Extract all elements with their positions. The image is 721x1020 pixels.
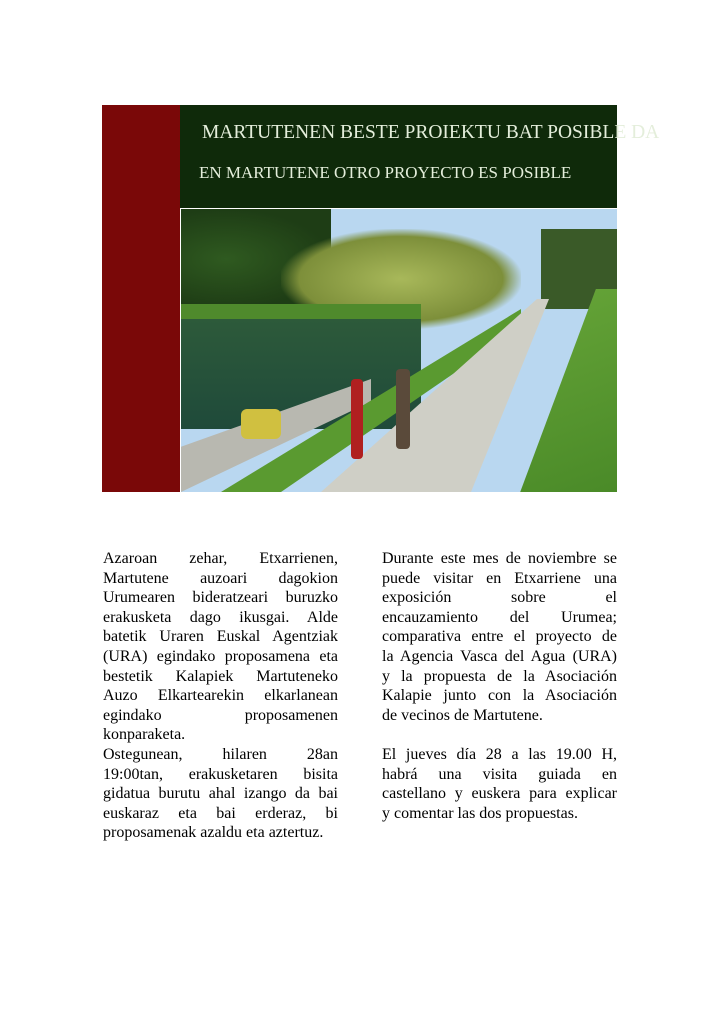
text-line: Azaroan zehar, Etxarrienen, — [103, 550, 338, 567]
text-line: castellano y euskera para explicar — [382, 785, 617, 803]
text-line: proposamenak azaldu eta aztertuz. — [103, 824, 324, 842]
text-line: konparaketa. — [103, 726, 186, 744]
red-side-strip — [102, 105, 180, 492]
text-line: 19:00tan, erakusketaren bisita — [103, 765, 338, 783]
text-line: y la propuesta de la Asociación — [382, 667, 617, 685]
text-line: puede visitar en Etxarriene una — [382, 569, 617, 587]
riverside-photo — [181, 209, 617, 492]
text-line: y comentar las dos propuestas. — [382, 804, 578, 822]
text-line: la Agencia Vasca del Agua (URA) — [382, 647, 617, 665]
text-line: habrá una visita guiada en — [382, 765, 617, 783]
text-line: Auzo Elkartearekin elkarlanean — [103, 687, 338, 705]
text-line: batetik Uraren Euskal Agentziak — [103, 628, 338, 646]
text-line: Durante este mes de noviembre se — [382, 550, 617, 567]
text-line: El jueves día 28 a las 19.00 H, — [382, 745, 617, 763]
text-line: gidatua burutu ahal izango da bai — [103, 785, 338, 803]
basque-text-column — [103, 549, 338, 843]
text-line: (URA) egindako proposamena eta — [103, 647, 338, 665]
text-line: exposición sobre el — [382, 589, 617, 607]
text-line: egindako proposamenen — [103, 706, 338, 724]
paragraph-gap — [382, 725, 617, 745]
text-line: Urumearen bideratzeari buruzko — [103, 589, 338, 607]
text-line: encauzamiento del Urumea; — [382, 608, 617, 626]
banner — [102, 105, 660, 492]
title-basque: MARTUTENEN BESTE PROIEKTU BAT POSIBLE DA — [202, 122, 660, 143]
text-line: erakusketa dago ikusgai. Alde — [103, 608, 338, 626]
text-line: bestetik Kalapiek Martuteneko — [103, 667, 338, 685]
title-spanish: EN MARTUTENE OTRO PROYECTO ES POSIBLE — [199, 163, 572, 182]
text-line: comparativa entre el proyecto de — [382, 628, 617, 646]
spanish-text-column — [382, 549, 617, 823]
text-line: Ostegunean, hilaren 28an — [103, 745, 338, 763]
text-line: Kalapie junto con la Asociación — [382, 687, 617, 705]
text-line: euskaraz eta bai erderaz, bi — [103, 804, 338, 822]
text-line: de vecinos de Martutene. — [382, 706, 543, 724]
banner-header — [180, 105, 660, 208]
text-line: Martutene auzoari dagokion — [103, 569, 338, 587]
